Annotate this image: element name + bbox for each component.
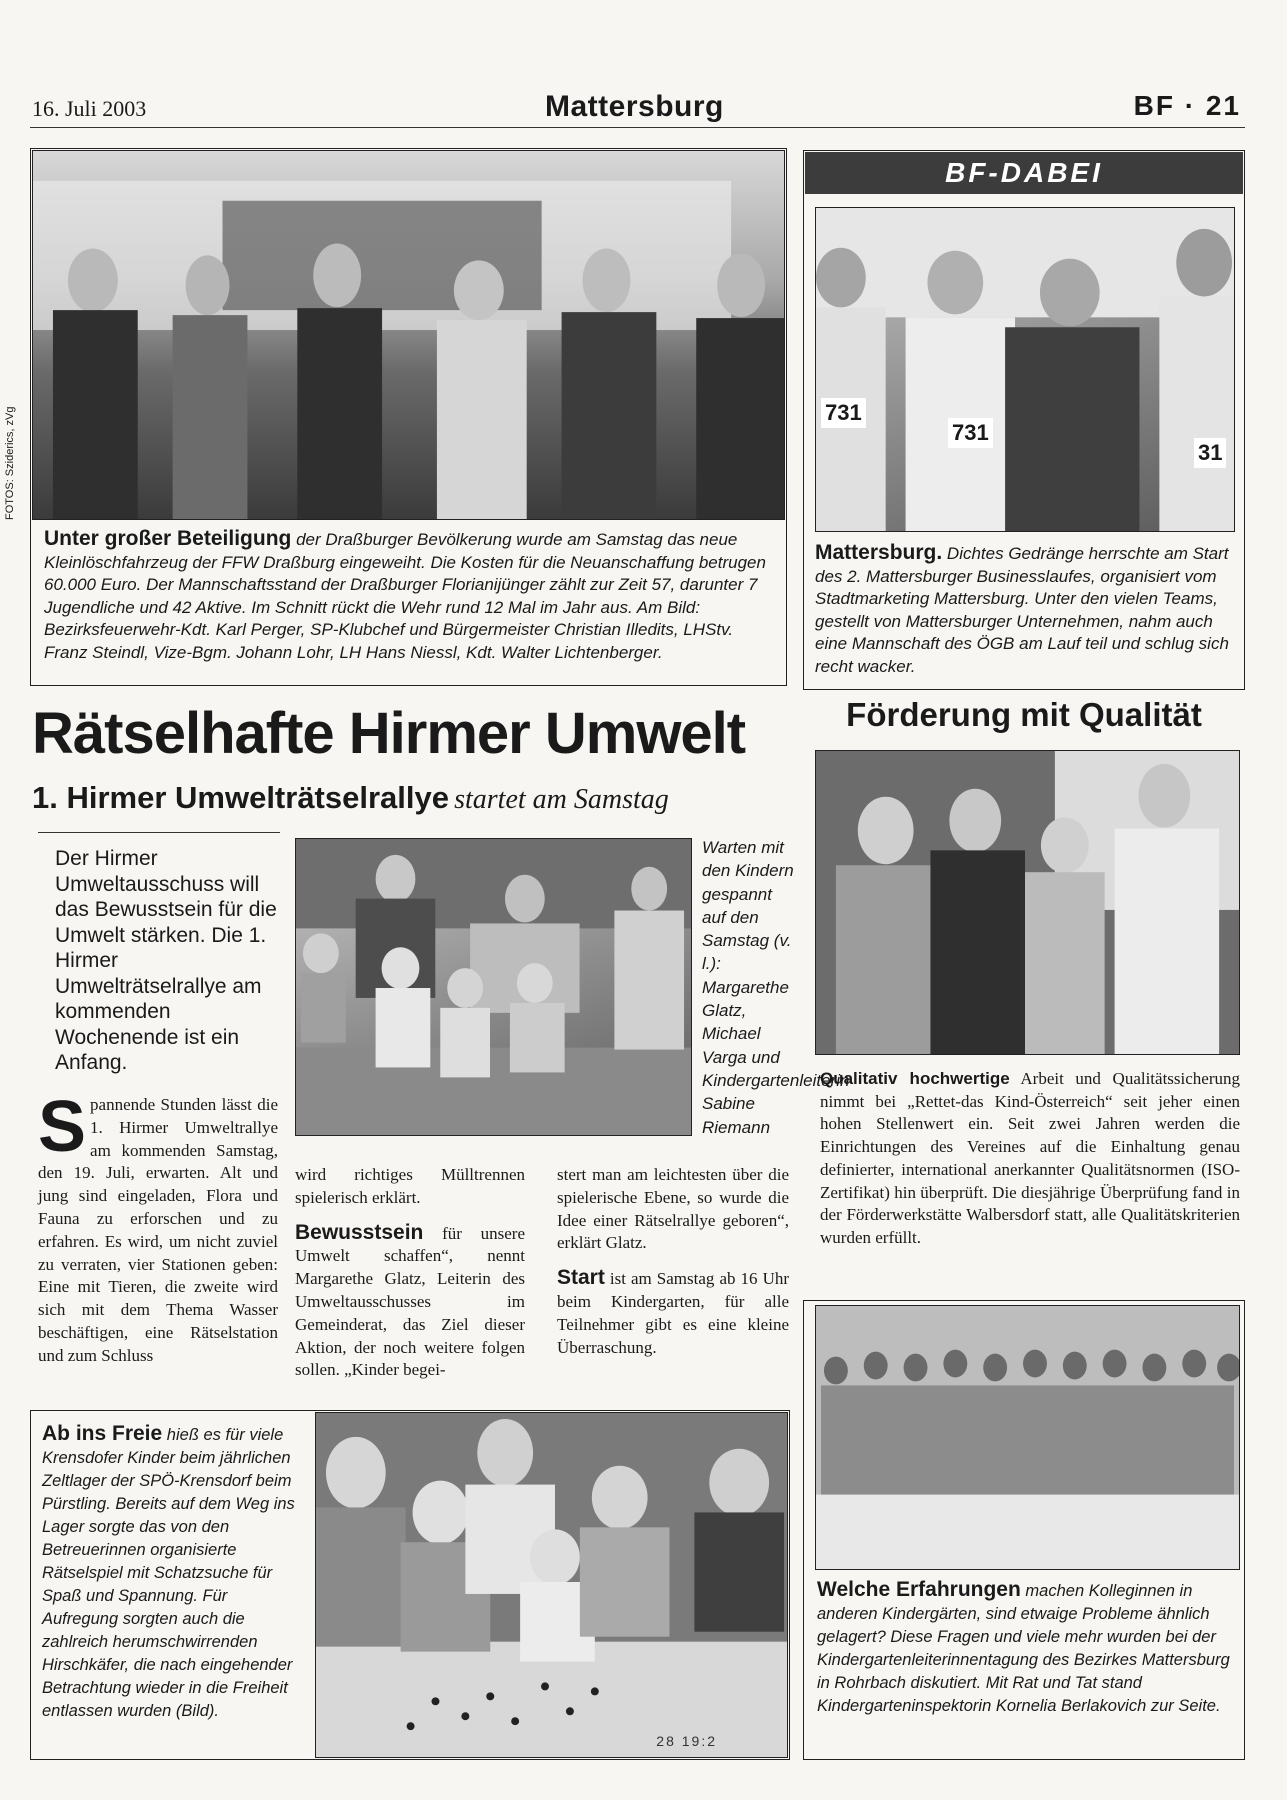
article-subhead: [32, 780, 669, 816]
fire-dept-photo: [32, 150, 785, 520]
foerderung-text: [820, 1068, 1240, 1250]
article-column-3: [557, 1164, 789, 1359]
photo-date-stamp: 28 19:2: [656, 1733, 717, 1749]
fire-dept-caption-text: der Draßburger Bevölkerung wurde am Samstag das neue Kleinlöschfahrzeug der FFW Draßburg eingeweiht. Die Kosten für die Neuanschaffung betrugen 60.000 Euro. Der Mannschaftsstand der Draßburger Florianijünger zählt zur Zeit 57, darunter 7 Jugendliche und 42 Aktive. Im Schnitt rückt die Wehr rund 12 Mal im Jahr aus. Am Bild: Bezirksfeuerwehr-Kdt. Karl Perger, SP-Klubchef und Bürgermeister Christian Illedits, LHStv. Franz Steindl, Vize-Bgm. Johann Lohr, LH Hans Niessl, Kdt. Walter Lichtenberger.: [44, 530, 766, 662]
business-run-caption-lead: Mattersburg.: [815, 541, 943, 564]
erfahrungen-caption-text: machen Kolleginnen in anderen Kindergärten, sind etwaige Probleme ähnlich gelagert? Diese Fragen und viele mehr wurden bei der Kindergartenleiterinnentagung des Bezirkes Mattersburg in Rohrbach diskutiert. Mit Rat und Tat stand Kindergarteninspektorin Kornelia Berlakovich zur Seite.: [817, 1582, 1230, 1715]
section-title: Mattersburg: [545, 90, 724, 123]
beetle-photo: [315, 1412, 788, 1758]
article-intro: Der Hirmer Umweltausschuss will das Bewusstsein für die Umwelt stärken. Die 1. Hirmer Umwelträtselrallye am kommenden Wochenende ist ein Anfang.: [55, 847, 277, 1074]
erfahrungen-caption-lead: Welche Erfahrungen: [817, 1578, 1021, 1601]
article-column-2: [295, 1164, 525, 1382]
kids-photo-caption: Warten mit den Kindern gespannt auf den Samstag (v. l.): Margarethe Glatz, Michael Varga und Kindergartenleiterin Sabine Riemann: [702, 838, 850, 1137]
column-1-text: pannende Stunden lässt die 1. Hirmer Umweltrallye am kommenden Samstag, den 19. Juli, erwarten. Alt und jung sind eingeladen, Flora und Fauna zu erforschen und zu erfahren. Es wird, um nicht zuviel zu verraten, vier Stationen geben: Eine mit Tieren, die zweite wird sich mit dem Thema Wasser beschäftigen, eine Rätselstation und zum Schluss: [38, 1095, 278, 1365]
column-2-lead: Bewusstsein: [295, 1220, 424, 1244]
column-3-lead: Start: [557, 1266, 605, 1290]
article-column-1: [38, 1087, 278, 1368]
erfahrungen-caption: [817, 1578, 1237, 1718]
business-run-caption-text: Dichtes Gedränge herrschte am Start des 2. Mattersburger Businesslaufes, organisiert vom Stadtmarketing Mattersburg. Unter den vielen Teams, gestellt von Mattersburger Unternehmen, nahm auch eine Mannschaft des ÖGB am Lauf teil und schlug sich recht wacker.: [815, 544, 1229, 676]
business-run-photo: [815, 207, 1235, 532]
drop-cap: S: [38, 1087, 87, 1167]
fire-dept-caption: [44, 528, 779, 664]
business-run-caption: [815, 542, 1235, 678]
ins-freie-caption: [42, 1422, 304, 1723]
subhead-italic: startet am Samstag: [454, 784, 669, 815]
photo-credit: FOTOS: Sziderics, zVg: [4, 406, 16, 520]
ins-freie-caption-text: hieß es für viele Krensdofer Kinder beim jährlichen Zeltlager der SPÖ-Krensdorf beim Pürstling. Bereits auf dem Weg ins Lager sorgte das von den Betreuerinnen organisierte Rätselspiel mit Schatzsuche für Spaß und Spannung. Für Aufregung sorgten auch die zahlreich herumschwirrenden Hirschkäfer, die nach eingehender Betrachtung wieder in die Freiheit entlassen wurden (Bild).: [42, 1426, 295, 1720]
bib-number-1: 731: [821, 398, 866, 428]
page-number: BF · 21: [1133, 90, 1241, 121]
bf-dabei-banner: BF-DABEI: [805, 152, 1243, 194]
foerderung-lead: Qualitativ hochwertige: [820, 1069, 1010, 1088]
fire-dept-caption-lead: Unter großer Beteiligung: [44, 527, 292, 550]
foerderung-headline: Förderung mit Qualität: [846, 696, 1202, 733]
column-2-text-b: für unsere Umwelt schaffen“, nennt Margarethe Glatz, Leiterin des Umweltausschusses im Gemeinderat, das Ziel dieser Aktion, der noch weitere folgen sollen. „Kinder begei-: [295, 1223, 525, 1380]
issue-date: 16. Juli 2003: [32, 96, 147, 121]
bib-number-2: 731: [948, 418, 993, 448]
column-2-text-a: wird richtiges Mülltrennen spielerisch erklärt.: [295, 1165, 525, 1207]
intro-rule: [38, 832, 280, 833]
ins-freie-caption-lead: Ab ins Freie: [42, 1422, 163, 1445]
column-3-text-a: stert man am leichtesten über die spielerische Ebene, so wurde die Idee einer Rätselrallye geboren“, erklärt Glatz.: [557, 1165, 789, 1253]
column-3-text-b: ist am Samstag ab 16 Uhr beim Kindergarten, für alle Teilnehmer gibt es eine kleine Überraschung.: [557, 1269, 790, 1357]
erfahrungen-photo: [815, 1305, 1240, 1570]
foerderung-body: Arbeit und Qualitätssicherung nimmt bei „Rettet-das Kind-Österreich“ seit jeher einen hohen Stellenwert ein. Seit zwei Jahren werden die Einrichtungen des Vereines auf die Einhaltung genau definierter, international anerkannter Qualitätsnormen (ISO-Zertifikat) hin überprüft. Die diesjährige Überprüfung fand in der Förderwerkstätte Walbersdorf statt, alle Qualitätskriterien wurden erfüllt.: [820, 1069, 1241, 1247]
subhead-bold: 1. Hirmer Umwelträtselrallye: [32, 780, 449, 815]
bib-number-3: 31: [1194, 438, 1226, 468]
foerderung-photo: [815, 750, 1240, 1055]
article-headline: Rätselhafte Hirmer Umwelt: [32, 701, 746, 766]
page-header: [30, 92, 1245, 128]
kids-photo: [295, 838, 692, 1136]
